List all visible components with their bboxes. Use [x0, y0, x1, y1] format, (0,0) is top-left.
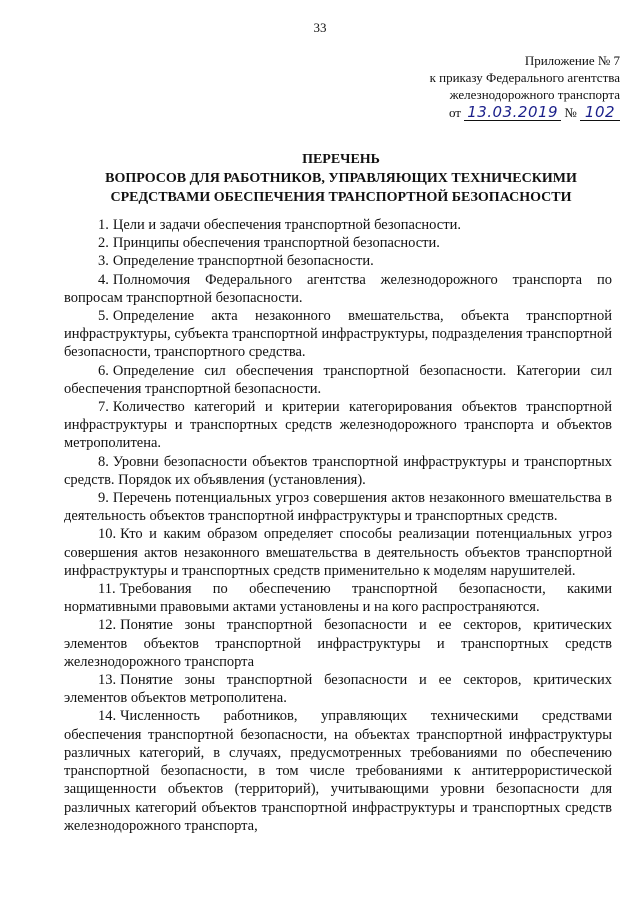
item-text: Понятие зоны транспортной безопасности и ее секторов, критических элементов объектов транспортной инфраструктуры и транспортных средств железнодорожного транспорта [64, 617, 612, 670]
item-text: Кто и каким образом определяет способы реализации потенциальных угроз совершения актов незаконного вмешательства в деятельность объектов транспортной инфраструктуры и транспортных средств применительно к моделям нарушителей. [64, 526, 612, 579]
appendix-title: Приложение № 7 [524, 53, 620, 68]
title-line-3: СРЕДСТВАМИ ОБЕСПЕЧЕНИЯ ТРАНСПОРТНОЙ БЕЗОПАСНОСТИ [110, 190, 572, 205]
item-number: 4. [98, 271, 109, 288]
list-item [64, 398, 612, 453]
list-item [64, 707, 612, 834]
list-item [64, 616, 612, 671]
title-line-1: ПЕРЕЧЕНЬ [302, 152, 380, 167]
list-item [64, 362, 612, 398]
handwritten-number: 102 [580, 104, 620, 121]
item-number: 6. [98, 362, 109, 379]
item-number: 12. [98, 617, 117, 634]
item-text: Численность работников, управляющих техническими средствами обеспечения транспортной безопасности, на объектах транспортной инфраструктуры различных категорий, в случаях, предусмотренных требованиями по обеспечению транспортной безопасности, в том числе требованиями к антитеррористической защищенности объектов (территорий), учитывающими уровни безопасности для различных категорий объектов транспортной инфраструктуры и транспортных средств железнодорожного транспорта, [64, 708, 612, 834]
item-text: Требования по обеспечению транспортной безопасности, какими нормативными правовыми актами установлены и на кого распространяются. [64, 581, 612, 616]
from-label: от [448, 105, 461, 120]
item-number: 1. [98, 217, 109, 233]
appendix-date-row [405, 104, 620, 121]
item-text: Цели и задачи обеспечения транспортной безопасности. [112, 217, 461, 233]
list-item [64, 252, 612, 270]
list-item [64, 234, 612, 252]
number-label: № [564, 105, 577, 120]
item-text: Уровни безопасности объектов транспортной инфраструктуры и транспортных средств. Порядок их объявления (установления). [64, 453, 612, 488]
item-number: 9. [98, 490, 109, 507]
appendix-agency-line: железнодорожного транспорта [449, 87, 620, 102]
item-number: 11. [98, 581, 116, 598]
item-number: 5. [98, 308, 109, 325]
list-item [64, 216, 612, 234]
list-item [64, 271, 612, 307]
handwritten-date: 13.03.2019 [464, 104, 561, 121]
item-number: 8. [98, 453, 109, 470]
item-text: Количество категорий и критерии категорирования объектов транспортной инфраструктуры и транспортных средств железнодорожного транспорта и объектов метрополитена. [64, 399, 612, 452]
question-list [64, 216, 612, 835]
item-text: Определение транспортной безопасности. [112, 253, 374, 270]
appendix-order-line: к приказу Федерального агентства [429, 70, 620, 85]
appendix-header [405, 52, 620, 121]
list-item [64, 453, 612, 489]
title-line-2: ВОПРОСОВ ДЛЯ РАБОТНИКОВ, УПРАВЛЯЮЩИХ ТЕХНИЧЕСКИМИ [105, 171, 577, 186]
item-number: 13. [98, 672, 117, 689]
item-number: 3. [98, 253, 109, 270]
document-title [62, 150, 620, 207]
item-number: 7. [98, 399, 109, 416]
item-text: Перечень потенциальных угроз совершения актов незаконного вмешательства в деятельность объектов транспортной инфраструктуры и транспортных средств. [64, 490, 612, 525]
list-item [64, 307, 612, 362]
item-number: 2. [98, 235, 109, 252]
list-item [64, 580, 612, 616]
item-number: 10. [98, 526, 117, 543]
item-text: Полномочия Федерального агентства железнодорожного транспорта по вопросам транспортной безопасности. [64, 271, 612, 306]
item-text: Определение сил обеспечения транспортной безопасности. Категории сил обеспечения транспортной безопасности. [64, 362, 612, 397]
list-item [64, 489, 612, 525]
page-number: 33 [313, 20, 327, 35]
item-text: Принципы обеспечения транспортной безопасности. [112, 235, 440, 252]
item-text: Понятие зоны транспортной безопасности и ее секторов, критических элементов объектов метрополитена. [64, 672, 612, 707]
item-number: 14. [98, 708, 117, 725]
list-item [64, 671, 612, 707]
item-text: Определение акта незаконного вмешательства, объекта транспортной инфраструктуры, субъекта транспортной инфраструктуры, подразделения транспортной безопасности, транспортного средства. [64, 308, 612, 361]
list-item [64, 525, 612, 580]
